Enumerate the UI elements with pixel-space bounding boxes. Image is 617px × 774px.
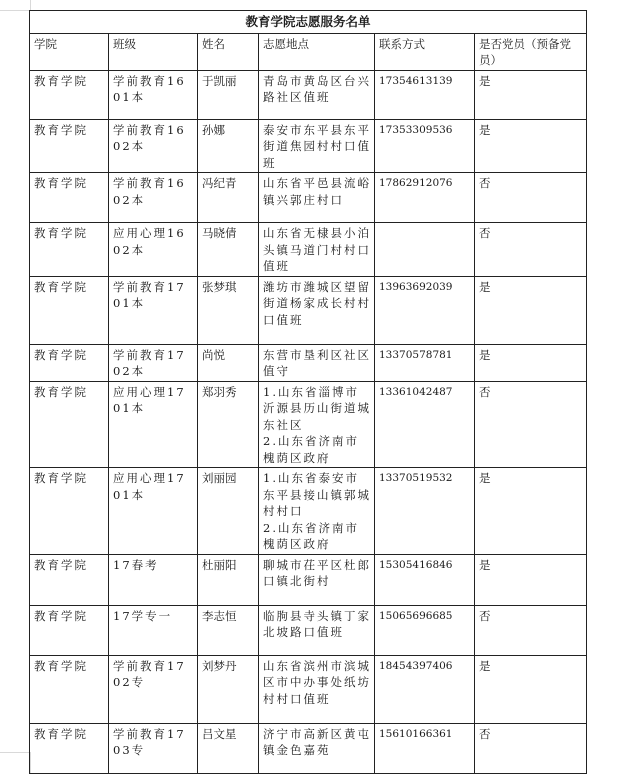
table-row	[30, 276, 587, 344]
table-row	[30, 723, 587, 773]
table-header-row	[30, 33, 587, 70]
cell-college: 教育学院	[30, 119, 109, 173]
cell-party-member: 否	[475, 605, 587, 655]
cell-party-member: 否	[475, 723, 587, 773]
cell-class: 17春考	[109, 554, 198, 605]
cell-college: 教育学院	[30, 344, 109, 381]
header-contact: 联系方式	[375, 33, 475, 70]
cell-contact: 15065696685	[375, 605, 475, 655]
cell-party-member: 是	[475, 554, 587, 605]
cell-college: 教育学院	[30, 223, 109, 277]
cell-party-member: 否	[475, 381, 587, 468]
cell-contact	[375, 223, 475, 277]
cell-party-member: 是	[475, 119, 587, 173]
page-margin-mark	[0, 10, 30, 11]
cell-name: 刘丽园	[198, 468, 259, 555]
cell-college: 教育学院	[30, 276, 109, 344]
cell-party-member: 否	[475, 223, 587, 277]
cell-location: 泰安市东平县东平街道焦园村村口值班	[259, 119, 375, 173]
cell-contact: 17354613139	[375, 70, 475, 119]
cell-class: 应用心理1602本	[109, 223, 198, 277]
cell-class: 学前教育1702本	[109, 344, 198, 381]
header-college: 学院	[30, 33, 109, 70]
cell-class: 17学专一	[109, 605, 198, 655]
cell-class: 学前教育1602本	[109, 173, 198, 223]
cell-location: 山东省平邑县流峪镇兴郭庄村口	[259, 173, 375, 223]
header-party-member: 是否党员（预备党员）	[475, 33, 587, 70]
table-row	[30, 468, 587, 555]
cell-college: 教育学院	[30, 554, 109, 605]
table-row	[30, 605, 587, 655]
table-row	[30, 655, 587, 723]
cell-location: 潍坊市潍城区望留街道杨家成长村村口值班	[259, 276, 375, 344]
table-body	[30, 70, 587, 773]
cell-location: 青岛市黄岛区台兴路社区值班	[259, 70, 375, 119]
cell-location: 聊城市茌平区杜郎口镇北街村	[259, 554, 375, 605]
cell-name: 马晓倩	[198, 223, 259, 277]
table-row	[30, 173, 587, 223]
cell-name: 杜丽阳	[198, 554, 259, 605]
table-row	[30, 119, 587, 173]
header-location: 志愿地点	[259, 33, 375, 70]
cell-name: 冯纪青	[198, 173, 259, 223]
cell-college: 教育学院	[30, 655, 109, 723]
cell-college: 教育学院	[30, 173, 109, 223]
cell-contact: 17353309536	[375, 119, 475, 173]
cell-location: 山东省无棣县小泊头镇马道门村村口值班	[259, 223, 375, 277]
cell-name: 于凯丽	[198, 70, 259, 119]
cell-party-member: 是	[475, 655, 587, 723]
cell-location: 临朐县寺头镇丁家北坡路口值班	[259, 605, 375, 655]
cell-class: 学前教育1702专	[109, 655, 198, 723]
cell-class: 学前教育1602本	[109, 119, 198, 173]
cell-class: 应用心理1701本	[109, 381, 198, 468]
table-row	[30, 554, 587, 605]
cell-college: 教育学院	[30, 70, 109, 119]
cell-name: 张梦琪	[198, 276, 259, 344]
cell-party-member: 是	[475, 344, 587, 381]
cell-class: 学前教育1701本	[109, 276, 198, 344]
cell-party-member: 是	[475, 276, 587, 344]
cell-college: 教育学院	[30, 381, 109, 468]
cell-name: 刘梦丹	[198, 655, 259, 723]
cell-class: 学前教育1601本	[109, 70, 198, 119]
table-row	[30, 223, 587, 277]
header-name: 姓名	[198, 33, 259, 70]
table-row	[30, 344, 587, 381]
cell-name: 李志恒	[198, 605, 259, 655]
cell-college: 教育学院	[30, 723, 109, 773]
cell-party-member: 否	[475, 173, 587, 223]
cell-name: 尚悦	[198, 344, 259, 381]
cell-party-member: 是	[475, 70, 587, 119]
cell-name: 郑羽秀	[198, 381, 259, 468]
page-margin-mark	[0, 752, 30, 753]
table-row	[30, 70, 587, 119]
cell-name: 吕文星	[198, 723, 259, 773]
cell-name: 孙娜	[198, 119, 259, 173]
header-class: 班级	[109, 33, 198, 70]
cell-contact: 13361042487	[375, 381, 475, 468]
page-margin-mark	[30, 0, 31, 10]
cell-location: 1.山东省淄博市沂源县历山街道城东社区 2.山东省济南市槐荫区政府	[259, 381, 375, 468]
cell-contact: 18454397406	[375, 655, 475, 723]
cell-contact: 13370519532	[375, 468, 475, 555]
table-title: 教育学院志愿服务名单	[30, 11, 587, 34]
cell-class: 应用心理1701本	[109, 468, 198, 555]
cell-location: 山东省滨州市滨城区市中办事处纸坊村村口值班	[259, 655, 375, 723]
cell-contact: 17862912076	[375, 173, 475, 223]
cell-location: 东营市垦利区社区值守	[259, 344, 375, 381]
cell-college: 教育学院	[30, 468, 109, 555]
cell-contact: 15610166361	[375, 723, 475, 773]
cell-location: 济宁市高新区黄屯镇金色嘉苑	[259, 723, 375, 773]
volunteer-list-table	[29, 10, 587, 774]
cell-contact: 15305416846	[375, 554, 475, 605]
table-title-row	[30, 11, 587, 34]
cell-party-member: 是	[475, 468, 587, 555]
cell-class: 学前教育1703专	[109, 723, 198, 773]
cell-contact: 13963692039	[375, 276, 475, 344]
cell-college: 教育学院	[30, 605, 109, 655]
cell-contact: 13370578781	[375, 344, 475, 381]
cell-location: 1.山东省泰安市东平县接山镇郭城村村口 2.山东省济南市槐荫区政府	[259, 468, 375, 555]
table-row	[30, 381, 587, 468]
